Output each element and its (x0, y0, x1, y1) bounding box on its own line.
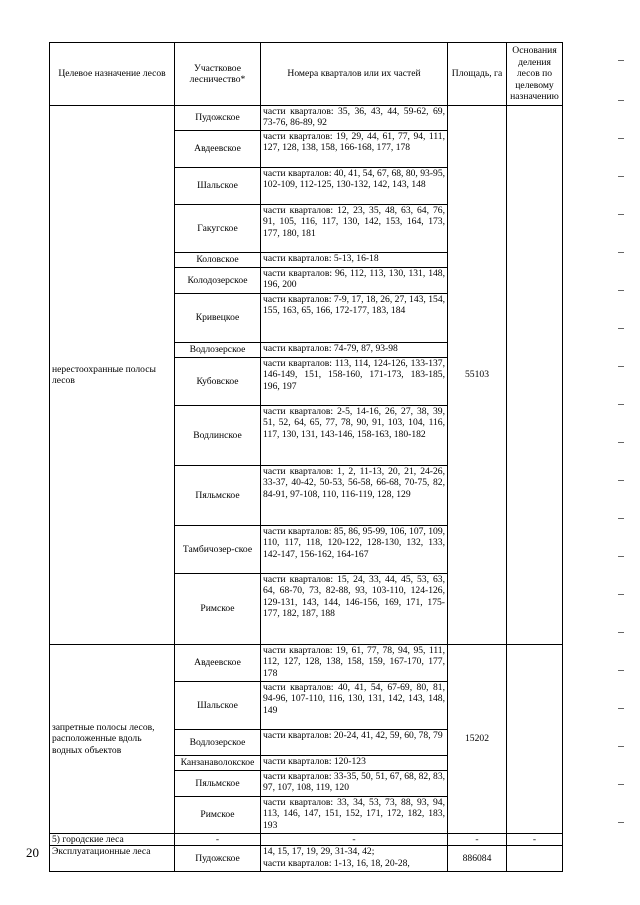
forestry-cell: Пудожское (175, 846, 261, 872)
quarters-cell: части кварталов: 19, 61, 77, 78, 94, 95, 111, 112, 127, 128, 138, 158, 159, 167-170, 177, 178 (261, 645, 448, 682)
forestry-cell: Коловское (175, 253, 261, 268)
forestry-cell: Водлозерское (175, 343, 261, 358)
forestry-cell: Римское (175, 797, 261, 834)
quarters-cell: части кварталов: 5-13, 16-18 (261, 253, 448, 268)
area-cell: 15202 (448, 645, 507, 834)
forestry-cell: Водлозерское (175, 730, 261, 756)
basis-cell: - (507, 834, 563, 846)
forestry-cell: Римское (175, 574, 261, 645)
table-row (50, 106, 563, 131)
header-basis: Основания деления лесов по целевому назначению (507, 43, 563, 106)
area-cell: - (448, 834, 507, 846)
purpose-cell: Эксплуатационные леса (50, 846, 175, 872)
forestry-cell: Водлинское (175, 406, 261, 466)
basis-cell (507, 846, 563, 872)
quarters-cell: части кварталов: 2-5, 14-16, 26, 27, 38, 39, 51, 52, 64, 65, 77, 78, 90, 91, 103, 104, 116, 117, 130, 131, 143-146, 158-163, 180-182 (261, 406, 448, 466)
area-cell: 886084 (448, 846, 507, 872)
forestry-cell: - (175, 834, 261, 846)
header-quarters: Номера кварталов или их частей (261, 43, 448, 106)
table-row (50, 846, 563, 872)
forestry-cell: Гакугское (175, 205, 261, 253)
forestry-cell: Шальское (175, 168, 261, 205)
purpose-cell: нерестоохранные полосы лесов (50, 106, 175, 645)
forestry-cell: Пяльмское (175, 466, 261, 526)
table-row (50, 834, 563, 846)
quarters-cell: части кварталов: 96, 112, 113, 130, 131, 148, 196, 200 (261, 268, 448, 294)
forestry-cell: Шальское (175, 682, 261, 730)
quarters-cell: части кварталов: 74-79, 87, 93-98 (261, 343, 448, 358)
quarters-cell (261, 846, 448, 872)
quarters-cell: части кварталов: 33, 34, 53, 73, 88, 93, 94, 113, 146, 147, 151, 152, 171, 172, 182, 183, 193 (261, 797, 448, 834)
quarters-cell: - (261, 834, 448, 846)
quarters-cell: части кварталов: 20-24, 41, 42, 59, 60, 78, 79 (261, 730, 448, 756)
forestry-cell: Тамбичозер-ское (175, 526, 261, 574)
area-cell: 55103 (448, 106, 507, 645)
basis-cell (507, 106, 563, 645)
table-row (50, 645, 563, 682)
quarters-cell: части кварталов: 33-35, 50, 51, 67, 68, 82, 83, 97, 107, 108, 119, 120 (261, 771, 448, 797)
forest-purpose-table (49, 42, 563, 872)
forestry-cell: Пудожское (175, 106, 261, 131)
header-row (50, 43, 563, 106)
purpose-cell: 5) городские леса (50, 834, 175, 846)
forestry-cell: Авдеевское (175, 131, 261, 168)
quarters-line: части кварталов: 1-13, 16, 18, 20-28, (263, 857, 410, 869)
header-area: Площадь, га (448, 43, 507, 106)
forestry-cell: Кривецкое (175, 294, 261, 343)
forestry-cell: Авдеевское (175, 645, 261, 682)
quarters-cell: части кварталов: 15, 24, 33, 44, 45, 53, 63, 64, 68-70, 73, 82-88, 93, 103-110, 124-126, 129-131, 143, 144, 146-156, 169, 171, 175-177, 182, 187, 188 (261, 574, 448, 645)
header-forestry: Участковое лесничество* (175, 43, 261, 106)
forestry-cell: Канзанаволокское (175, 756, 261, 771)
quarters-cell: части кварталов: 12, 23, 35, 48, 63, 64, 76, 91, 105, 116, 117, 130, 142, 153, 164, 173, 177, 180, 181 (261, 205, 448, 253)
basis-cell (507, 645, 563, 834)
forestry-cell: Пяльмское (175, 771, 261, 797)
page-number: 20 (26, 845, 39, 860)
quarters-cell: части кварталов: 7-9, 17, 18, 26, 27, 143, 154, 155, 163, 65, 166, 172-177, 183, 184 (261, 294, 448, 343)
quarters-cell: части кварталов: 19, 29, 44, 61, 77, 94, 111, 127, 128, 138, 158, 166-168, 177, 178 (261, 131, 448, 168)
quarters-cell: части кварталов: 113, 114, 124-126, 133-137, 146-149, 151, 158-160, 171-173, 183-185, 196, 197 (261, 358, 448, 406)
forestry-cell: Кубовское (175, 358, 261, 406)
quarters-cell: части кварталов: 85, 86, 95-99, 106, 107, 109, 110, 117, 118, 120-122, 128-130, 132, 133, 142-147, 156-162, 164-167 (261, 526, 448, 574)
quarters-cell: части кварталов: 40, 41, 54, 67, 68, 80, 93-95, 102-109, 112-125, 130-132, 142, 143, 148 (261, 168, 448, 205)
header-purpose: Целевое назначение лесов (50, 43, 175, 106)
quarters-cell: части кварталов: 35, 36, 43, 44, 59-62, 69, 73-76, 86-89, 92 (261, 106, 448, 131)
quarters-cell: части кварталов: 120-123 (261, 756, 448, 771)
quarters-cell: части кварталов: 40, 41, 54, 67-69, 80, 81, 94-96, 107-110, 116, 130, 131, 142, 143, 148, 149 (261, 682, 448, 730)
purpose-cell: запретные полосы лесов, расположенные вдоль водных объектов (50, 645, 175, 834)
quarters-line: 14, 15, 17, 19, 29, 31-34, 42; (263, 846, 375, 858)
quarters-cell: части кварталов: 1, 2, 11-13, 20, 21, 24-26, 33-37, 40-42, 50-53, 56-58, 66-68, 70-75, 82, 84-91, 97-108, 110, 116-119, 128, 129 (261, 466, 448, 526)
forestry-cell: Колодозерское (175, 268, 261, 294)
